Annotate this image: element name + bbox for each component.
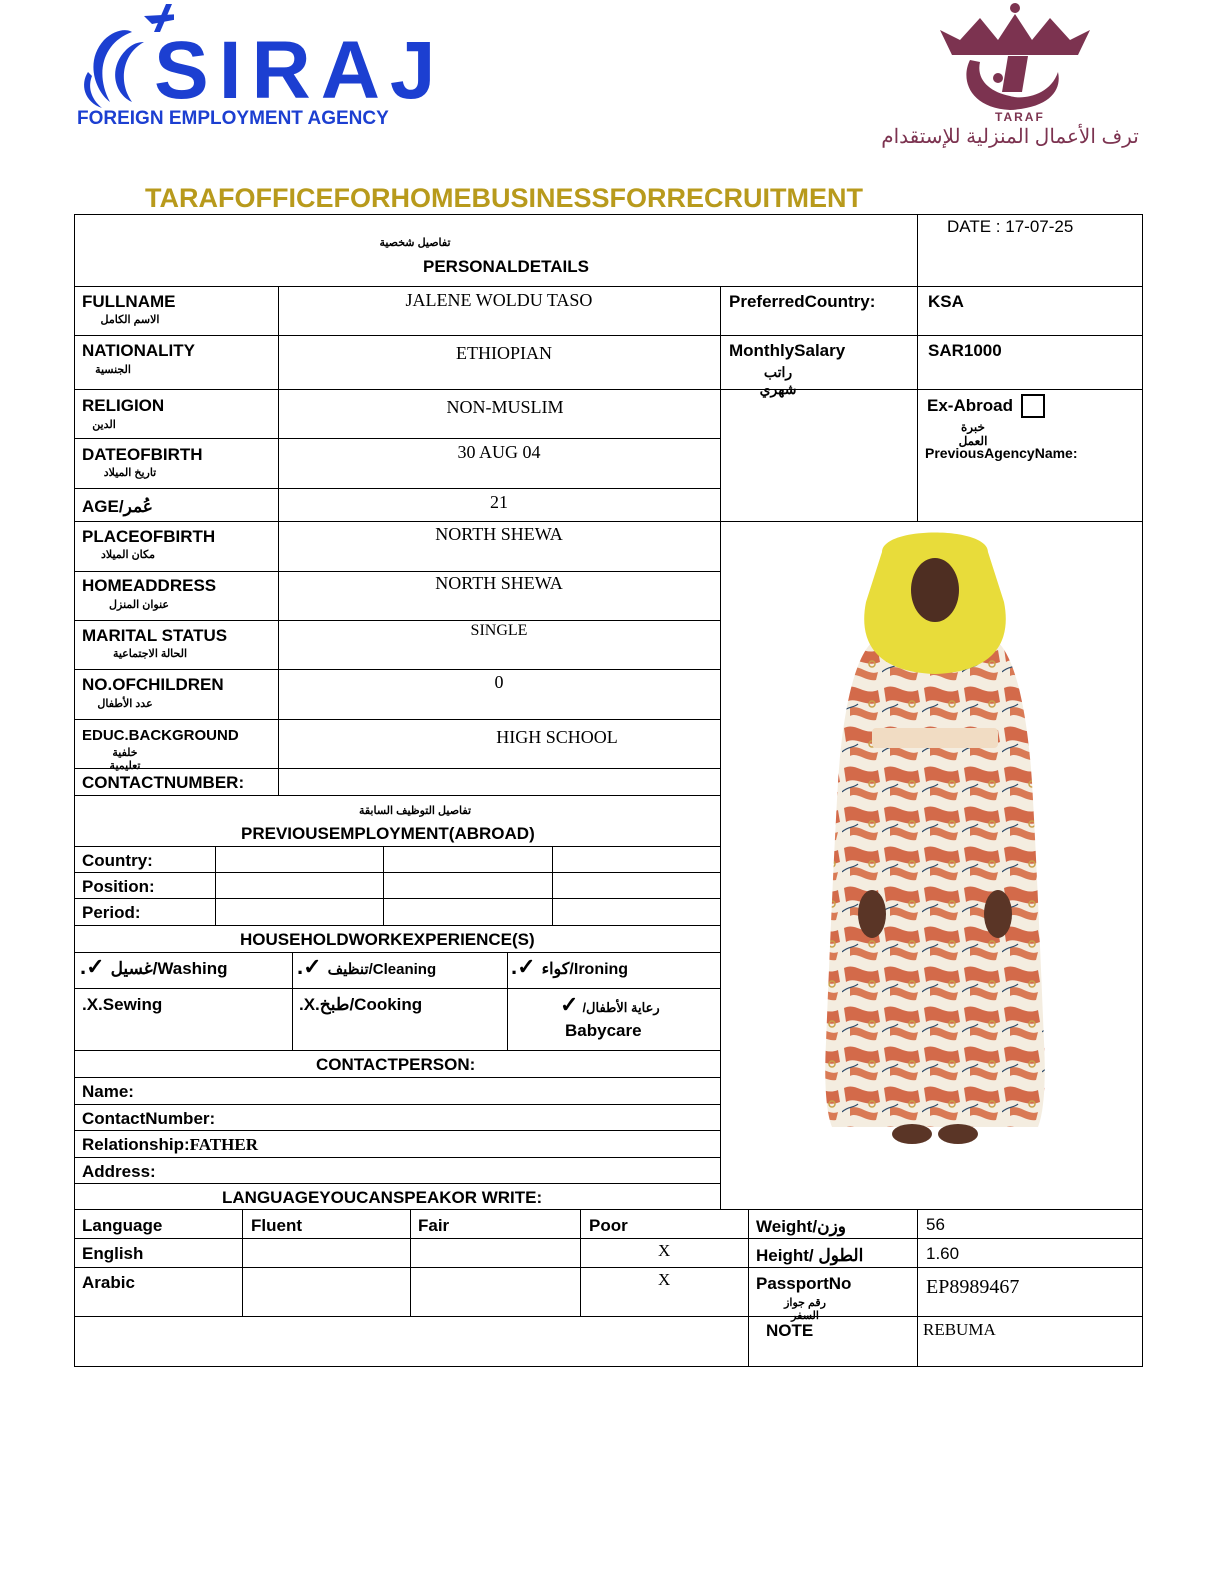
preferred-country-label: PreferredCountry: (729, 292, 876, 311)
ex-abroad-checkbox[interactable] (1021, 394, 1045, 418)
age-value: 21 (490, 492, 508, 512)
arabic-label: Arabic (82, 1273, 135, 1292)
babycare-cell (560, 992, 660, 1018)
previous-agency-label: PreviousAgencyName: (925, 445, 1078, 461)
fullname-value: JALENE WOLDU TASO (405, 290, 593, 310)
taraf-arabic: ترف الأعمال المنزلية للإستقدام (881, 126, 1139, 148)
household-title: HOUSEHOLDWORKEXPERIENCE(S) (240, 930, 535, 949)
washing-dot: . (80, 954, 87, 979)
ironing-dot: . (511, 954, 518, 979)
prev-emp-title: PREVIOUSEMPLOYMENT(ABROAD) (241, 824, 535, 843)
form-date: DATE : 17-07-25 (947, 217, 1074, 236)
ironing-cell (511, 954, 628, 980)
pob-label-ar: مكان الميلاد (100, 549, 155, 561)
taraf-logo (830, 0, 1200, 150)
children-label-ar: عدد الأطفال (97, 698, 153, 710)
col-poor: Poor (589, 1216, 628, 1235)
ex-abroad-label-ar: خبرة العمل (958, 420, 988, 448)
prev-position-label: Position: (82, 877, 155, 896)
nationality-label-ar: الجنسية (95, 364, 131, 376)
home-address-label-ar: عنوان المنزل (109, 599, 169, 611)
home-address-label: HOMEADDRESS (82, 576, 217, 595)
children-label: NO.OFCHILDREN (82, 675, 224, 694)
pob-value: NORTH SHEWA (435, 524, 563, 544)
preferred-country-value: KSA (928, 292, 964, 311)
height-value: 1.60 (926, 1244, 960, 1263)
children-value: 0 (494, 672, 504, 692)
dob-label-ar: تاريخ الميلاد (103, 467, 157, 479)
weight-value: 56 (926, 1215, 945, 1234)
educ-label-ar: خلفية تعليمية (109, 747, 141, 772)
home-address-value: NORTH SHEWA (435, 573, 563, 593)
religion-label-ar: الدين (92, 419, 116, 431)
educ-value: HIGH SCHOOL (496, 727, 618, 747)
crown-icon (930, 0, 1100, 125)
col-language: Language (82, 1216, 163, 1235)
age-label: AGE/عُمر (82, 497, 153, 516)
contact-name-label: Name: (82, 1082, 134, 1101)
cooking-label: .X.طبخ/Cooking (299, 995, 423, 1014)
arabic-poor-mark: X (658, 1270, 671, 1289)
siraj-logo (74, 0, 446, 135)
nationality-label: NATIONALITY (82, 341, 196, 360)
ironing-check-icon: ✓ (517, 954, 536, 979)
monthly-salary-label: MonthlySalary (729, 341, 846, 360)
pob-label: PLACEOFBIRTH (82, 527, 216, 546)
passport-label: PassportNo (756, 1274, 852, 1293)
washing-label: غسيل/Washing (110, 959, 228, 978)
language-title: LANGUAGEYOUCANSPEAKOR WRITE: (222, 1188, 543, 1207)
cleaning-cell (297, 954, 436, 980)
prev-period-label: Period: (82, 903, 141, 922)
office-title: TARAFOFFICEFORHOMEBUSINESSFORRECRUITMENT (145, 183, 863, 213)
contact-number-person-label: ContactNumber: (82, 1109, 216, 1128)
cleaning-check-icon: ✓ (303, 954, 322, 979)
monthly-salary-value: SAR1000 (928, 341, 1002, 360)
sewing-label: .X.Sewing (82, 995, 163, 1014)
ironing-label: كواء/Ironing (541, 961, 629, 978)
babycare-check-icon: ✓ (560, 992, 579, 1017)
contact-person-title: CONTACTPERSON: (316, 1055, 476, 1074)
monthly-salary-label-ar: راتب شهري (759, 364, 797, 397)
babycare-label: Babycare (565, 1021, 642, 1040)
relationship-label: Relationship: (82, 1135, 190, 1154)
marital-status-label: MARITAL STATUS (82, 626, 228, 645)
siraj-subtitle: FOREIGN EMPLOYMENT AGENCY (77, 108, 389, 129)
dob-value: 30 AUG 04 (457, 442, 541, 462)
english-label: English (82, 1244, 144, 1263)
note-value: REBUMA (923, 1320, 996, 1339)
contact-address-label: Address: (82, 1162, 156, 1181)
washing-check-icon: ✓ (86, 954, 105, 979)
dob-label: DATEOFBIRTH (82, 445, 203, 464)
educ-label: EDUC.BACKGROUND (82, 727, 239, 744)
height-label: Height/ الطول (756, 1246, 864, 1265)
english-poor-mark: X (658, 1241, 671, 1260)
nationality-value: ETHIOPIAN (456, 343, 552, 363)
fullname-label-ar: الاسم الكامل (100, 314, 160, 326)
washing-cell (80, 954, 228, 980)
weight-label: Weight/وزن (756, 1217, 846, 1236)
ex-abroad-label: Ex-Abroad (927, 396, 1013, 415)
cleaning-label: تنظيف/Cleaning (327, 961, 437, 978)
personal-details-title: PERSONALDETAILS (423, 257, 589, 276)
applicant-photo (722, 522, 1142, 1209)
babycare-label-ar: رعاية الأطفال/ (582, 1000, 660, 1015)
marital-status-value: SINGLE (470, 622, 528, 639)
personal-details-ar: تفاصيل شخصية (379, 237, 451, 249)
col-fair: Fair (418, 1216, 450, 1235)
passport-value: EP8989467 (926, 1276, 1020, 1298)
contact-number-label: CONTACTNUMBER: (82, 773, 245, 792)
note-label: NOTE (766, 1321, 814, 1340)
cleaning-dot: . (297, 954, 304, 979)
fullname-label: FULLNAME (82, 292, 176, 311)
relationship-value: FATHER (189, 1135, 258, 1154)
siraj-name: SIRAJ (154, 25, 446, 116)
prev-country-label: Country: (82, 851, 153, 870)
religion-label: RELIGION (82, 396, 165, 415)
col-fluent: Fluent (251, 1216, 302, 1235)
religion-value: NON-MUSLIM (446, 397, 564, 417)
taraf-name: TARAF (995, 110, 1045, 124)
marital-status-label-ar: الحالة الاجتماعية (112, 648, 188, 660)
passport-label-ar: رقم جواز السفر (784, 1297, 826, 1322)
prev-emp-title-ar: تفاصيل التوظيف السابقة (358, 805, 472, 817)
relationship-cell (82, 1135, 258, 1155)
